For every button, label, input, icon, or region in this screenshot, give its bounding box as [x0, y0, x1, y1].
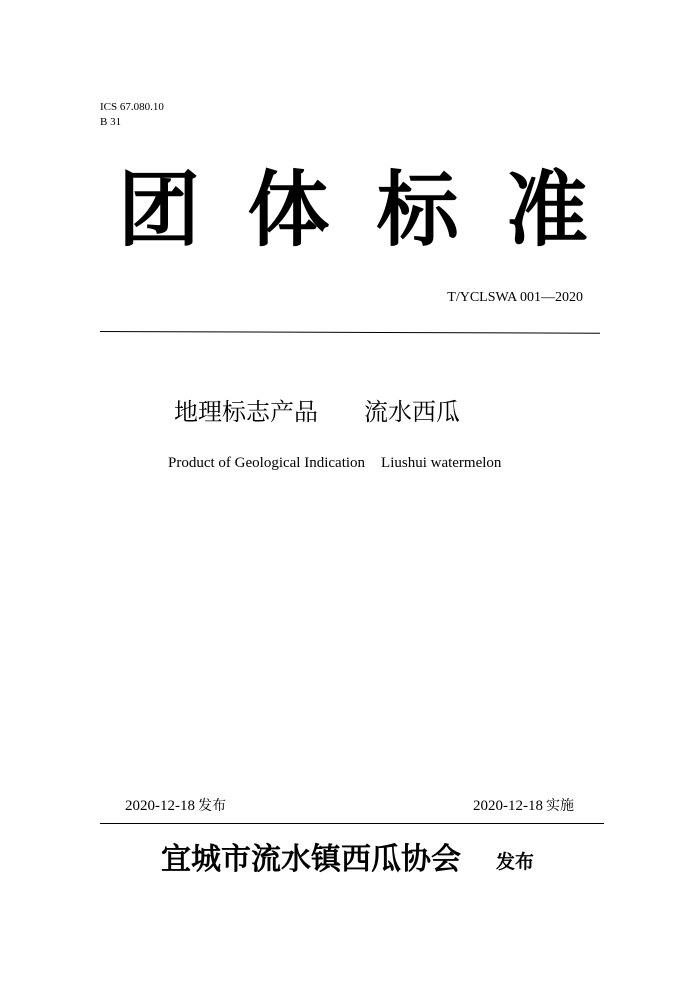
ics-code: ICS 67.080.10 — [100, 101, 164, 113]
implementation-date: 2020-12-18 — [473, 798, 543, 814]
chinese-category: 地理标志产品 — [174, 398, 318, 426]
english-product-name: Liushui watermelon — [381, 455, 502, 471]
english-category: Product of Geological Indication — [168, 455, 366, 471]
issue-date: 2020-12-18 — [125, 798, 195, 814]
ccs-code: B 31 — [100, 116, 122, 128]
title-char-2: 体 — [247, 162, 330, 258]
top-divider — [100, 331, 600, 334]
title-char-1: 团 — [118, 162, 201, 258]
publish-label: 发布 — [496, 851, 535, 873]
issue-label: 发布 — [198, 798, 226, 814]
english-title — [168, 454, 501, 472]
publisher-name: 宜城市流水镇西瓜协会 — [161, 842, 461, 877]
title-char-4: 准 — [505, 162, 588, 258]
standard-number: T/YCLSWA 001—2020 — [447, 290, 583, 305]
issue-date-line — [125, 796, 226, 816]
chinese-title — [174, 395, 460, 429]
document-type-title — [118, 160, 588, 260]
chinese-product-name: 流水西瓜 — [364, 398, 460, 426]
implementation-date-line — [473, 796, 574, 816]
title-char-3: 标 — [376, 162, 459, 258]
bottom-divider — [100, 823, 604, 824]
implementation-label: 实施 — [546, 798, 574, 814]
